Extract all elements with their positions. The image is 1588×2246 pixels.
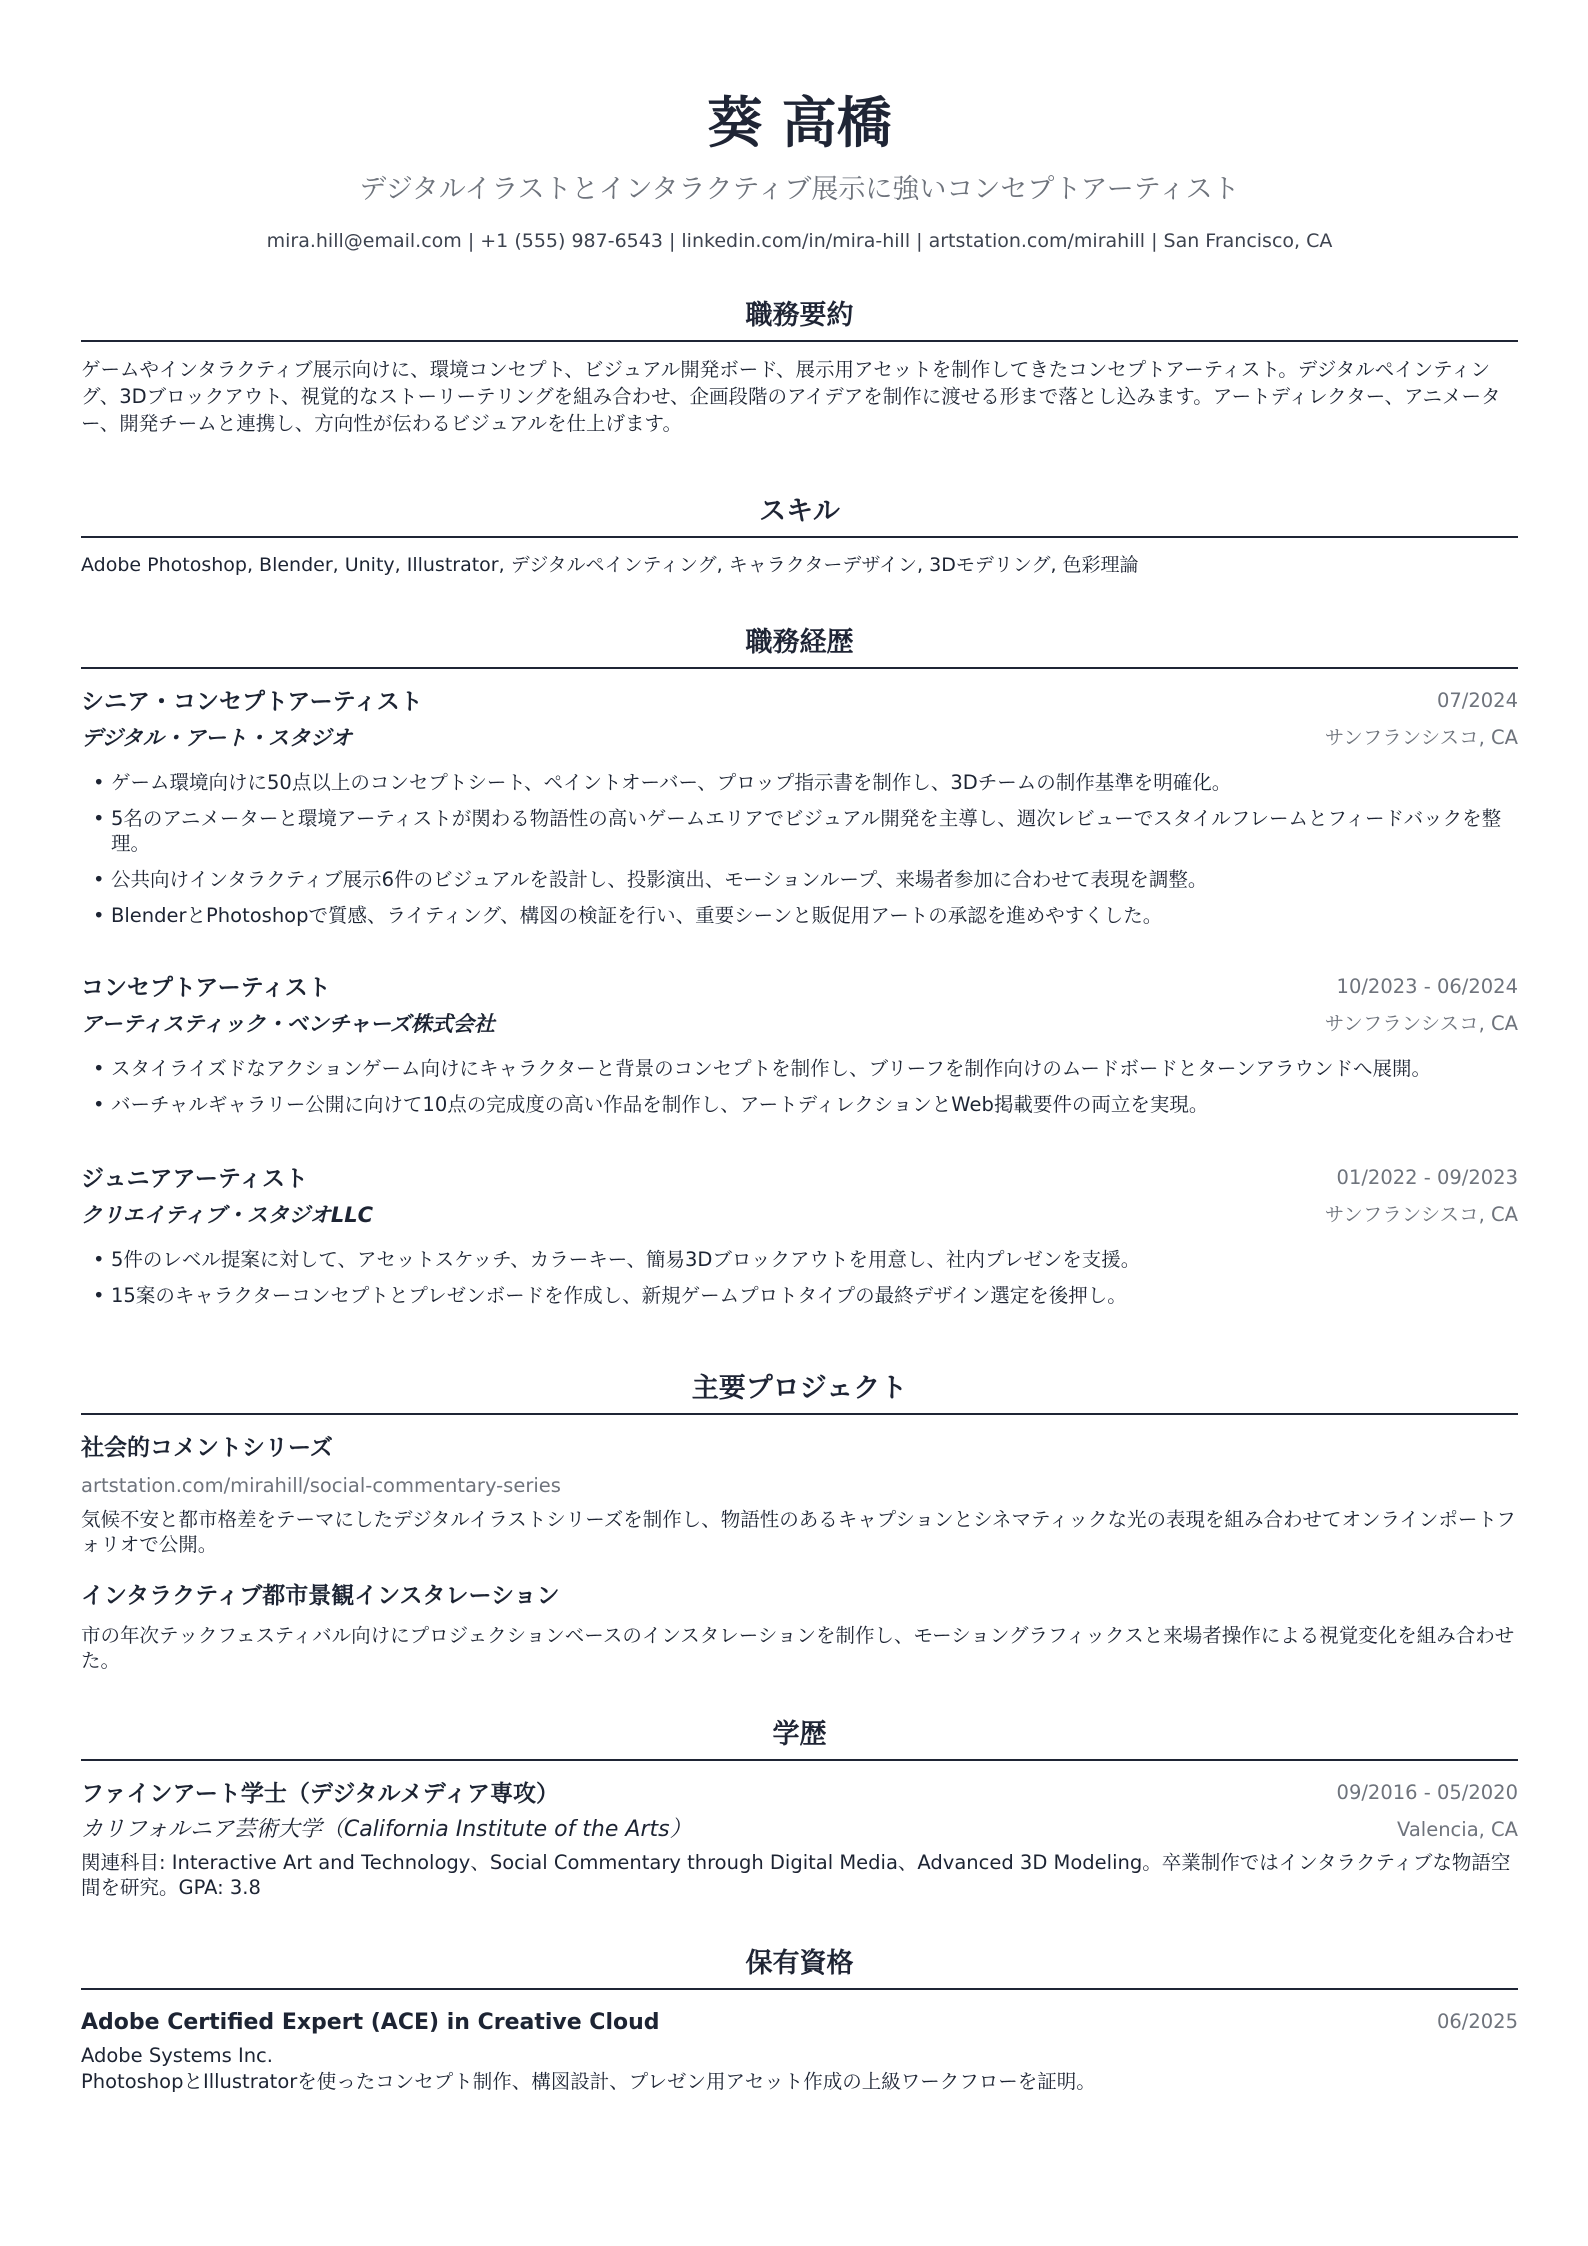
job-title: シニア・コンセプトアーティスト xyxy=(81,689,423,715)
list-item: • 15案のキャラクターコンセプトとプレゼンボードを作成し、新規ゲームプロトタイプの最終デザイン選定を後押し。 xyxy=(81,1283,1518,1308)
job-company: アーティスティック・ベンチャーズ株式会社 xyxy=(81,1012,495,1036)
section-title-certifications: 保有資格 xyxy=(745,1948,854,1979)
list-item: • バーチャルギャラリー公開に向けて10点の完成度の高い作品を制作し、アートディレクションとWeb掲載要件の両立を実現。 xyxy=(81,1092,1518,1117)
school-name: カリフォルニア芸術大学（California Institute of the Arts） xyxy=(81,1817,692,1842)
skills-text: Adobe Photoshop, Blender, Unity, Illustrator, デジタルペインティング, キャラクターデザイン, 3Dモデリング, 色彩理論 xyxy=(81,554,1139,576)
list-item: • 5件のレベル提案に対して、アセットスケッチ、カラーキー、簡易3Dブロックアウトを用意し、社内プレゼンを支援。 xyxy=(81,1247,1518,1272)
project-description: 市の年次テックフェスティバル向けにプロジェクションベースのインスタレーションを制作し、モーショングラフィックスと来場者操作による視覚変化を組み合わせた。 xyxy=(81,1624,1515,1672)
candidate-headline: デジタルイラストとインタラクティブ展示に強いコンセプトアーティスト xyxy=(359,174,1240,205)
job-company: クリエイティブ・スタジオLLC xyxy=(81,1203,374,1227)
section-title-projects: 主要プロジェクト xyxy=(691,1373,908,1404)
job-bullets xyxy=(81,1056,1518,1128)
job-date: 10/2023 - 06/2024 xyxy=(1336,975,1518,998)
education-date: 09/2016 - 05/2020 xyxy=(1336,1781,1518,1804)
certification-date: 06/2025 xyxy=(1436,2010,1518,2033)
job-bullets xyxy=(81,770,1518,939)
job-company: デジタル・アート・スタジオ xyxy=(81,726,353,750)
degree: ファインアート学士（デジタルメディア専攻） xyxy=(81,1781,559,1807)
job-date: 07/2024 xyxy=(1436,689,1518,712)
contact-line: mira.hill@email.com | +1 (555) 987-6543 | linkedin.com/in/mira-hill | artstation.com/mirahill | San Francisco, CA xyxy=(266,230,1333,252)
certification-issuer: Adobe Systems Inc. xyxy=(81,2044,273,2067)
section-divider xyxy=(81,1988,1518,1990)
project-name: インタラクティブ都市景観インスタレーション xyxy=(81,1583,560,1609)
education-details: 関連科目: Interactive Art and Technology、Social Commentary through Digital Media、Advanced 3D Modeling。卒業制作ではインタラクティブな物語空間を研究。GPA: 3.8 xyxy=(81,1851,1511,1899)
job-location: サンフランシスコ, CA xyxy=(1324,1203,1518,1226)
section-title-experience: 職務経歴 xyxy=(745,627,854,658)
section-divider xyxy=(81,536,1518,538)
list-item: • スタイライズドなアクションゲーム向けにキャラクターと背景のコンセプトを制作し、ブリーフを制作向けのムードボードとターンアラウンドへ展開。 xyxy=(81,1056,1518,1081)
list-item: • BlenderとPhotoshopで質感、ライティング、構図の検証を行い、重要シーンと販促用アートの承認を進めやすくした。 xyxy=(81,903,1518,928)
list-item: • ゲーム環境向けに50点以上のコンセプトシート、ペイントオーバー、プロップ指示書を制作し、3Dチームの制作基準を明確化。 xyxy=(81,770,1518,795)
project-link[interactable]: artstation.com/mirahill/social-commentary-series xyxy=(81,1474,561,1497)
section-divider xyxy=(81,1759,1518,1761)
job-date: 01/2022 - 09/2023 xyxy=(1336,1166,1518,1189)
project-description: 気候不安と都市格差をテーマにしたデジタルイラストシリーズを制作し、物語性のあるキャプションとシネマティックな光の表現を組み合わせてオンラインポートフォリオで公開。 xyxy=(81,1508,1516,1556)
section-title-education: 学歴 xyxy=(772,1719,827,1750)
summary-text: ゲームやインタラクティブ展示向けに、環境コンセプト、ビジュアル開発ボード、展示用アセットを制作してきたコンセプトアーティスト。デジタルペインティング、3Dブロックアウト、視覚的なストーリーテリングを組み合わせ、企画段階のアイデアを制作に渡せる形まで落とし込みます。アートディレクター、アニメーター、開発チームと連携し、方向性が伝わるビジュアルを仕上げます。 xyxy=(81,358,1501,435)
job-location: サンフランシスコ, CA xyxy=(1324,1012,1518,1035)
list-item: • 公共向けインタラクティブ展示6件のビジュアルを設計し、投影演出、モーションループ、来場者参加に合わせて表現を調整。 xyxy=(81,867,1518,892)
certification-description: PhotoshopとIllustratorを使ったコンセプト制作、構図設計、プレゼン用アセット作成の上級ワークフローを証明。 xyxy=(81,2070,1096,2093)
project-name: 社会的コメントシリーズ xyxy=(81,1435,333,1461)
section-divider xyxy=(81,340,1518,342)
list-item: • 5名のアニメーターと環境アーティストが関わる物語性の高いゲームエリアでビジュアル開発を主導し、週次レビューでスタイルフレームとフィードバックを整理。 xyxy=(81,806,1518,856)
education-location: Valencia, CA xyxy=(1397,1818,1518,1841)
certification-name: Adobe Certified Expert (ACE) in Creative Cloud xyxy=(81,2010,660,2035)
candidate-name: 葵 高橋 xyxy=(707,90,892,155)
section-title-skills: スキル xyxy=(759,496,840,527)
job-location: サンフランシスコ, CA xyxy=(1324,726,1518,749)
section-divider xyxy=(81,667,1518,669)
job-bullets xyxy=(81,1247,1518,1319)
section-title-summary: 職務要約 xyxy=(745,300,854,331)
section-divider xyxy=(81,1413,1518,1415)
job-title: ジュニアアーティスト xyxy=(81,1166,309,1192)
job-title: コンセプトアーティスト xyxy=(81,975,331,1001)
